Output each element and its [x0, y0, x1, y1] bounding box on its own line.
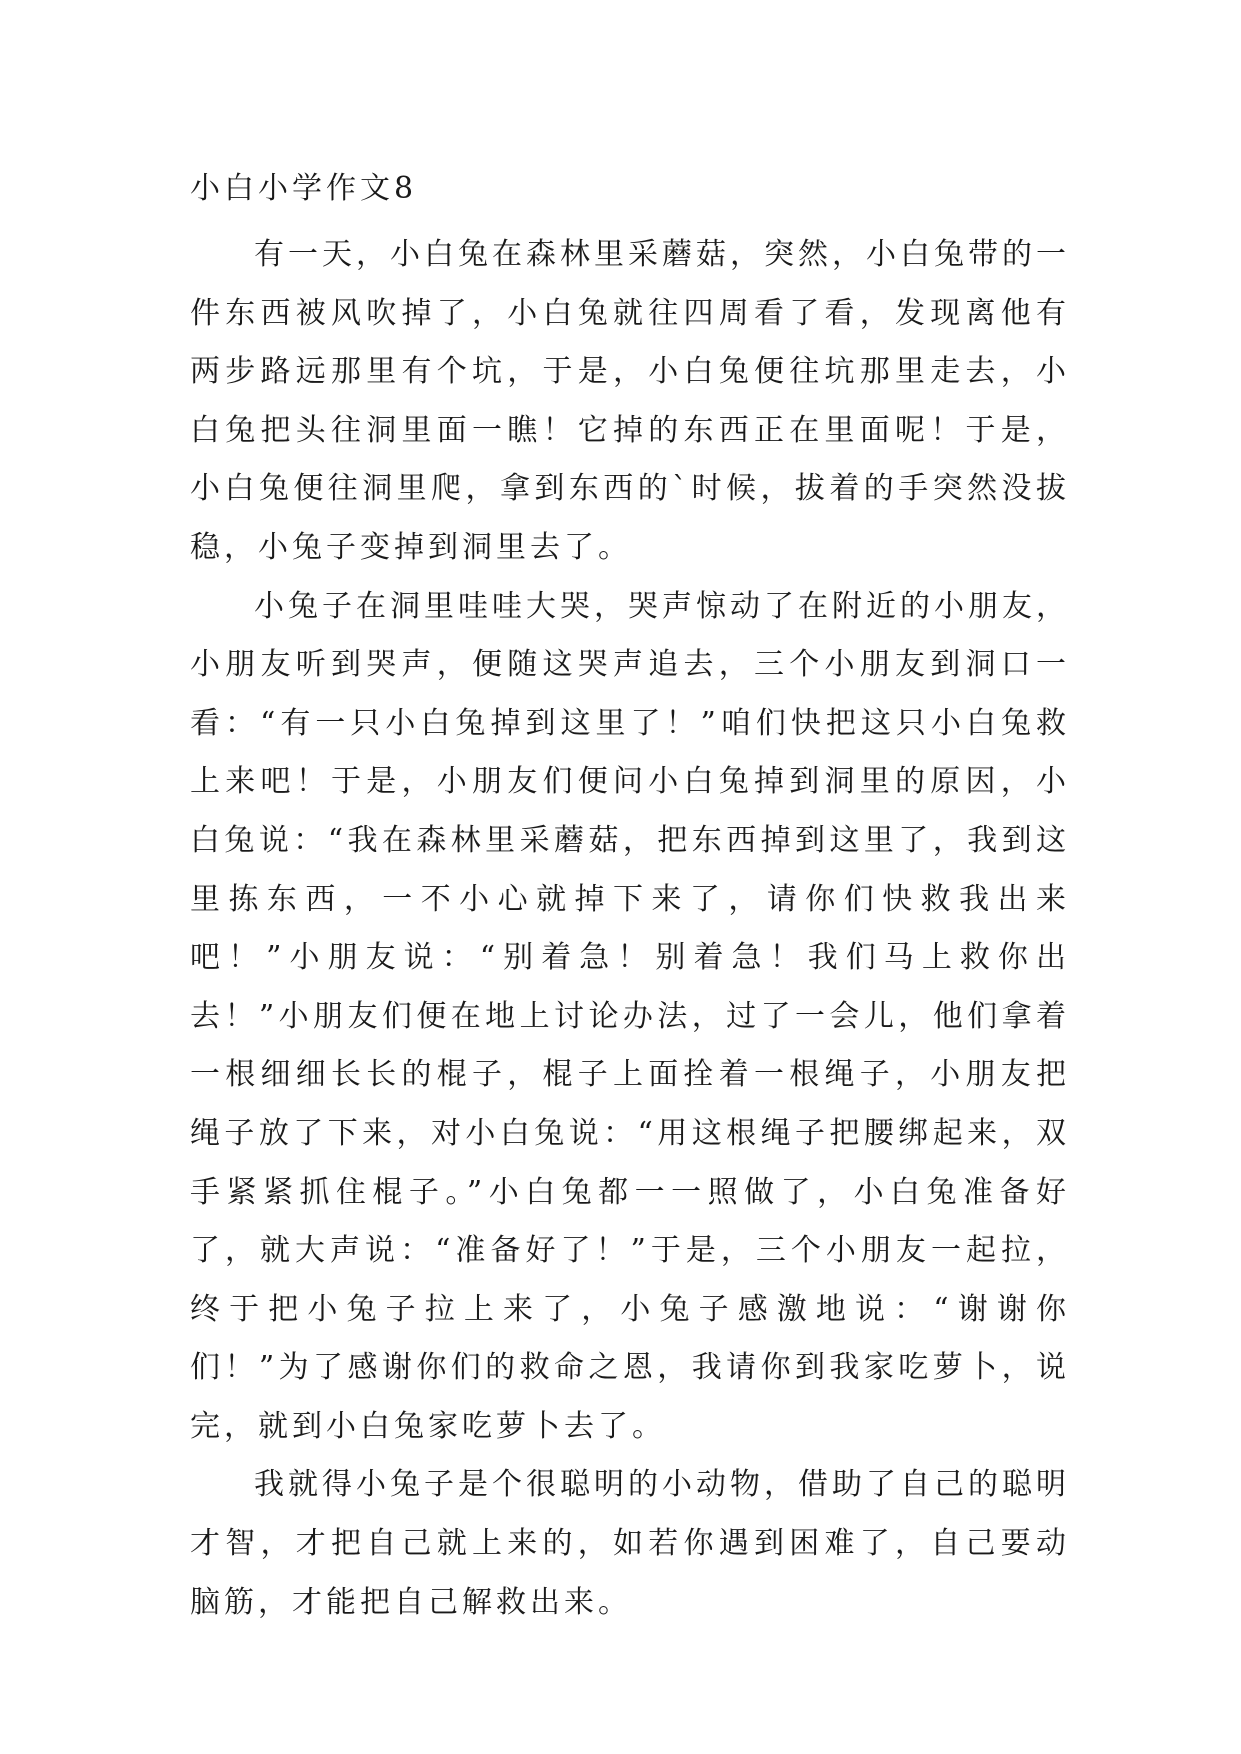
- document-body: [190, 160, 1070, 1632]
- paragraph-2: 小兔子在洞里哇哇大哭，哭声惊动了在附近的小朋友，小朋友听到哭声，便随这哭声追去，三个小朋友到洞口一看：“有一只小白兔掉到这里了！”咱们快把这只小白兔救上来吧！于是，小朋友们便问小白兔掉到洞里的原因，小白兔说：“我在森林里采蘑菇，把东西掉到这里了，我到这里拣东西，一不小心就掉下来了，请你们快救我出来吧！”小朋友说：“别着急！别着急！我们马上救你出去！”小朋友们便在地上讨论办法，过了一会儿，他们拿着一根细细长长的棍子，棍子上面拴着一根绳子，小朋友把绳子放了下来，对小白兔说：“用这根绳子把腰绑起来，双手紧紧抓住棍子。”小白兔都一一照做了，小白兔准备好了，就大声说：“准备好了！”于是，三个小朋友一起拉，终于把小兔子拉上来了，小兔子感激地说：“谢谢你们！”为了感谢你们的救命之恩，我请你到我家吃萝卜，说完，就到小白兔家吃萝卜去了。: [190, 588, 1070, 1444]
- paragraph-1: 有一天，小白兔在森林里采蘑菇，突然，小白兔带的一件东西被风吹掉了，小白兔就往四周看了看，发现离他有两步路远那里有个坑，于是，小白兔便往坑那里走去，小白兔把头往洞里面一瞧！它掉的东西正在里面呢！于是，小白兔便往洞里爬，拿到东西的`时候，拔着的手突然没拔稳，小兔子变掉到洞里去了。: [190, 237, 1070, 565]
- document-title: 小白小学作文8: [190, 171, 418, 206]
- paragraph-3: 我就得小兔子是个很聪明的小动物，借助了自己的聪明才智，才把自己就上来的，如若你遇到困难了，自己要动脑筋，才能把自己解救出来。: [190, 1467, 1070, 1620]
